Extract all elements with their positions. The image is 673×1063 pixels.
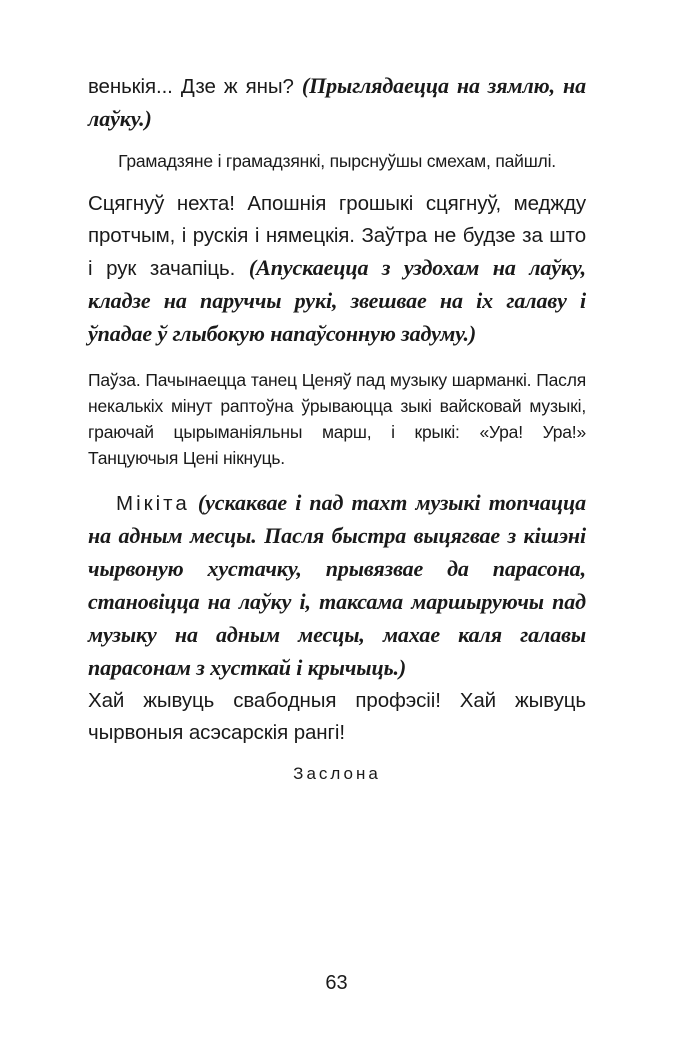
curtain-heading: Заслона (293, 764, 381, 783)
speaker-name: Мікіта (116, 492, 190, 515)
stage-note: Грамадзяне і грамадзянкі, пырснуўшы смехам, пайшлі. (118, 151, 556, 171)
dialogue-paragraph (88, 70, 586, 136)
page-body (88, 70, 586, 787)
dialogue-text: Сцягнуў нехта! Апошнія грошыкі сцягнуў, меджду протчым, і рускія і нямецкія. Заўтра не будзе за што і рук зачапіць. (88, 192, 586, 280)
stage-direction: (Апускаецца з уздохам на лаўку, кладзе на паруччы рукі, звешвае на іх галаву і ўпадае ў глыбокую напаўсонную задуму.) (88, 255, 586, 346)
stage-direction: (ускаквае і пад тахт музыкі топчацца на адным месцы. Пасля быстра выцягвае з кішэні чырвоную хустачку, прывязвае да парасона, становіцца на лаўку і, таксама маршыруючы пад музыку на адным месцы, махае каля галавы парасонам з хусткай і крычыць.) (88, 490, 586, 680)
stage-note: Паўза. Пачынаецца танец Ценяў пад музыку шарманкі. Пасля некалькіх мінут раптоўна ўрываюцца зыкі вайсковай музыкі, граючай цырыманіяльны марш, і крыкі: «Ура! Ура!» Танцуючыя Цені нікнуць. (88, 370, 586, 468)
dialogue-text: венькія... Дзе ж яны? (88, 75, 302, 98)
dialogue-paragraph (88, 487, 586, 685)
page-number: 63 (325, 972, 348, 994)
dialogue-text: Хай жывуць свабодныя профэсіі! Хай жывуць чырвоныя асэсарскія рангі! (88, 689, 586, 744)
dialogue-paragraph (88, 188, 586, 351)
stage-direction: (Прыглядаецца на зямлю, на лаўку.) (88, 73, 586, 131)
